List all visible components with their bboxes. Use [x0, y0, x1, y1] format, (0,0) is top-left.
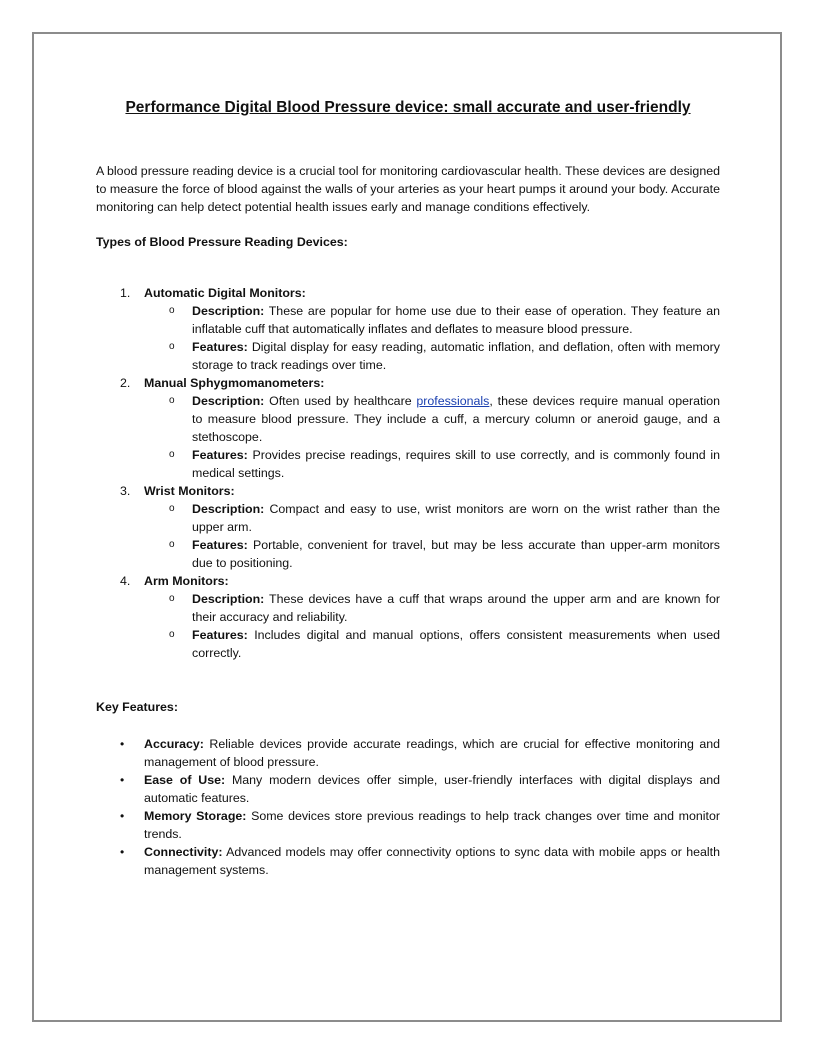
- list-item: [144, 536, 720, 572]
- list-number: 1.: [120, 286, 131, 300]
- description-label: Description:: [192, 304, 265, 318]
- description-text-start: Often used by healthcare: [269, 394, 417, 408]
- description-label: Description:: [192, 592, 265, 606]
- features-text: Includes digital and manual options, offers consistent measurements when used correctly.: [192, 628, 720, 660]
- key-feature-label: Ease of Use:: [144, 773, 226, 787]
- device-type-name: Wrist Monitors:: [144, 484, 235, 498]
- list-item: [144, 446, 720, 482]
- key-features-heading: Key Features:: [96, 700, 178, 714]
- features-text: Portable, convenient for travel, but may be less accurate than upper-arm monitors due to positioning.: [192, 538, 720, 570]
- key-feature-label: Connectivity:: [144, 845, 223, 859]
- circle-bullet-icon: o: [169, 503, 175, 514]
- list-number: 3.: [120, 484, 131, 498]
- list-item: [144, 338, 720, 374]
- features-label: Features:: [192, 448, 248, 462]
- features-text: Provides precise readings, requires skill to use correctly, and is commonly found in medical settings.: [192, 448, 720, 480]
- list-item: [96, 284, 720, 374]
- features-label: Features:: [192, 538, 248, 552]
- description-label: Description:: [192, 502, 265, 516]
- bullet-dot-icon: •: [120, 845, 125, 859]
- description-label: Description:: [192, 394, 265, 408]
- circle-bullet-icon: o: [169, 395, 175, 406]
- features-label: Features:: [192, 340, 248, 354]
- sub-list: [144, 302, 720, 374]
- list-item: [144, 590, 720, 626]
- circle-bullet-icon: o: [169, 449, 175, 460]
- list-item: [96, 735, 720, 771]
- list-number: 4.: [120, 574, 131, 588]
- device-type-name: Arm Monitors:: [144, 574, 229, 588]
- description-text-end: , these devices require manual operation to measure blood pressure. They include a cuff, a mercury column or aneroid gauge, and a stethoscope.: [192, 394, 720, 444]
- key-feature-text: Reliable devices provide accurate readings, which are crucial for effective monitoring and management of blood pressure.: [144, 737, 720, 769]
- list-item: [96, 572, 720, 662]
- list-item: [96, 482, 720, 572]
- types-heading: Types of Blood Pressure Reading Devices:: [96, 235, 348, 249]
- list-item: [96, 807, 720, 843]
- list-item: [144, 392, 720, 446]
- document-body: [96, 97, 720, 879]
- circle-bullet-icon: o: [169, 305, 175, 316]
- bullet-dot-icon: •: [120, 737, 125, 751]
- page-title: Performance Digital Blood Pressure device: small accurate and user-friendly: [125, 99, 691, 116]
- features-label: Features:: [192, 628, 248, 642]
- list-item: [144, 500, 720, 536]
- circle-bullet-icon: o: [169, 341, 175, 352]
- bullet-dot-icon: •: [120, 773, 125, 787]
- circle-bullet-icon: o: [169, 593, 175, 604]
- description-text: These devices have a cuff that wraps around the upper arm and are known for their accuracy and reliability.: [192, 592, 720, 624]
- list-item: [96, 771, 720, 807]
- features-text: Digital display for easy reading, automatic inflation, and deflation, often with memory storage to track readings over time.: [192, 340, 720, 372]
- device-type-name: Automatic Digital Monitors:: [144, 286, 306, 300]
- sub-list: [144, 392, 720, 482]
- circle-bullet-icon: o: [169, 539, 175, 550]
- key-feature-text: Advanced models may offer connectivity options to sync data with mobile apps or health management systems.: [144, 845, 720, 877]
- description-text: These are popular for home use due to their ease of operation. They feature an inflatable cuff that automatically inflates and deflates to measure blood pressure.: [192, 304, 721, 336]
- sub-list: [144, 500, 720, 572]
- circle-bullet-icon: o: [169, 629, 175, 640]
- description-text: Compact and easy to use, wrist monitors are worn on the wrist rather than the upper arm.: [192, 502, 720, 534]
- key-feature-label: Memory Storage:: [144, 809, 247, 823]
- device-type-name: Manual Sphygmomanometers:: [144, 376, 325, 390]
- bullet-dot-icon: •: [120, 809, 125, 823]
- key-feature-text: Some devices store previous readings to help track changes over time and monitor trends.: [144, 809, 720, 841]
- sub-list: [144, 590, 720, 662]
- list-number: 2.: [120, 376, 131, 390]
- list-item: [96, 374, 720, 482]
- key-features-list: [96, 735, 720, 879]
- professionals-link[interactable]: professionals: [416, 394, 490, 408]
- list-item: [144, 302, 720, 338]
- list-item: [144, 626, 720, 662]
- device-types-list: [96, 284, 720, 662]
- intro-paragraph: A blood pressure reading device is a crucial tool for monitoring cardiovascular health. These devices are designed to measure the force of blood against the walls of your arteries as your heart pumps it around your body. Accurate monitoring can help detect potential health issues early and manage conditions effectively.: [96, 164, 720, 214]
- list-item: [96, 843, 720, 879]
- key-feature-label: Accuracy:: [144, 737, 204, 751]
- key-feature-text: Many modern devices offer simple, user-friendly interfaces with digital displays and automatic features.: [144, 773, 720, 805]
